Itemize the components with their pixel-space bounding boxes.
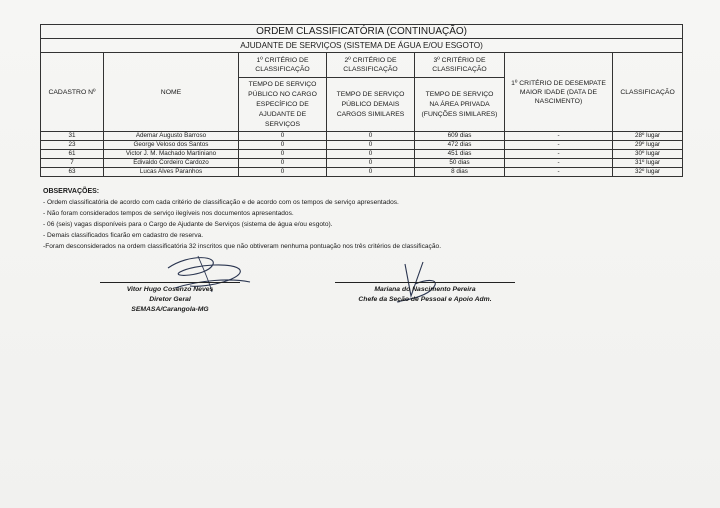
observations-title: OBSERVAÇÕES: (43, 188, 100, 195)
cell-desempate: - (505, 141, 613, 150)
cell-criterio-1: 0 (239, 159, 327, 168)
cell-classificacao: 28º lugar (613, 132, 683, 141)
signature-line (335, 282, 515, 283)
cell-desempate: - (505, 150, 613, 159)
signatory-name: Vitor Hugo Cosenzo Neves (126, 286, 214, 293)
cell-cadastro: 31 (41, 132, 104, 141)
cell-criterio-3: 609 dias (415, 132, 505, 141)
table-row (41, 141, 683, 150)
cell-nome: Lucas Alves Paranhos (104, 168, 239, 177)
signatory-name: Mariana do Nascimento Pereira (374, 286, 476, 293)
cell-cadastro: 23 (41, 141, 104, 150)
cell-criterio-2: 0 (327, 159, 415, 168)
observation-item: -Foram desconsiderados na ordem classificatória 32 inscritos que não obtiveram nenhuma pontuação nos três critérios de classificação. (43, 243, 442, 250)
cell-criterio-1: 0 (239, 150, 327, 159)
cell-criterio-3: 451 dias (415, 150, 505, 159)
cell-nome: Ademar Augusto Barroso (104, 132, 239, 141)
cell-nome: Edivaldo Cordeiro Cardozo (104, 159, 239, 168)
header-desempate: 1º CRITÉRIO DE DESEMPATE MAIOR IDADE (DATA DE NASCIMENTO) (505, 53, 613, 132)
table-row (41, 159, 683, 168)
signature-block-right (335, 282, 515, 305)
cell-nome: Victor J. M. Machado Martiniano (104, 150, 239, 159)
header-nome: NOME (104, 53, 239, 132)
document-subtitle: AJUDANTE DE SERVIÇOS (SISTEMA DE ÁGUA E/OU ESGOTO) (41, 39, 683, 53)
signature-line (100, 282, 240, 283)
signatory-role: Chefe da Seção de Pessoal e Apoio Adm. (358, 296, 492, 303)
cell-criterio-3: 50 dias (415, 159, 505, 168)
signatory-org: SEMASA/Carangola-MG (131, 306, 209, 313)
cell-classificacao: 29º lugar (613, 141, 683, 150)
cell-desempate: - (505, 132, 613, 141)
table-row (41, 150, 683, 159)
cell-criterio-3: 472 dias (415, 141, 505, 150)
cell-nome: George Veloso dos Santos (104, 141, 239, 150)
cell-desempate: - (505, 159, 613, 168)
cell-criterio-2: 0 (327, 132, 415, 141)
header-criterio-3-desc: TEMPO DE SERVIÇO NA ÁREA PRIVADA (FUNÇÕES SIMILARES) (415, 78, 505, 132)
cell-cadastro: 61 (41, 150, 104, 159)
cell-desempate: - (505, 168, 613, 177)
cell-classificacao: 30º lugar (613, 150, 683, 159)
cell-criterio-1: 0 (239, 132, 327, 141)
observation-item: - 06 (seis) vagas disponíveis para o Cargo de Ajudante de Serviços (sistema de água e/ou esgoto). (43, 221, 333, 228)
observation-item: - Ordem classificatória de acordo com cada critério de classificação e de acordo com os tempos de serviço apresentados. (43, 199, 399, 206)
header-classificacao: CLASSIFICAÇÃO (613, 53, 683, 132)
signature-block-left (100, 282, 240, 315)
header-criterio-1: 1º CRITÉRIO DE CLASSIFICAÇÃO (239, 53, 327, 78)
cell-cadastro: 7 (41, 159, 104, 168)
cell-criterio-1: 0 (239, 168, 327, 177)
observations-section (43, 186, 603, 252)
header-criterio-1-desc: TEMPO DE SERVIÇO PÚBLICO NO CARGO ESPECÍFICO DE AJUDANTE DE SERVIÇOS (239, 78, 327, 132)
table-row (41, 132, 683, 141)
observation-item: - Não foram considerados tempos de serviço ilegíveis nos documentos apresentados. (43, 210, 294, 217)
cell-criterio-1: 0 (239, 141, 327, 150)
observation-item: - Demais classificados ficarão em cadastro de reserva. (43, 232, 204, 239)
header-criterio-2: 2º CRITÉRIO DE CLASSIFICAÇÃO (327, 53, 415, 78)
classification-table (40, 24, 683, 177)
cell-criterio-2: 0 (327, 168, 415, 177)
cell-criterio-3: 8 dias (415, 168, 505, 177)
cell-criterio-2: 0 (327, 150, 415, 159)
cell-classificacao: 31º lugar (613, 159, 683, 168)
cell-classificacao: 32º lugar (613, 168, 683, 177)
header-criterio-3: 3º CRITÉRIO DE CLASSIFICAÇÃO (415, 53, 505, 78)
signatory-role: Diretor Geral (149, 296, 191, 303)
header-criterio-2-desc: TEMPO DE SERVIÇO PÚBLICO DEMAIS CARGOS SIMILARES (327, 78, 415, 132)
cell-criterio-2: 0 (327, 141, 415, 150)
table-row (41, 168, 683, 177)
cell-cadastro: 63 (41, 168, 104, 177)
header-cadastro: CADASTRO Nº (41, 53, 104, 132)
document-title: ORDEM CLASSIFICATÓRIA (CONTINUAÇÃO) (41, 25, 683, 39)
